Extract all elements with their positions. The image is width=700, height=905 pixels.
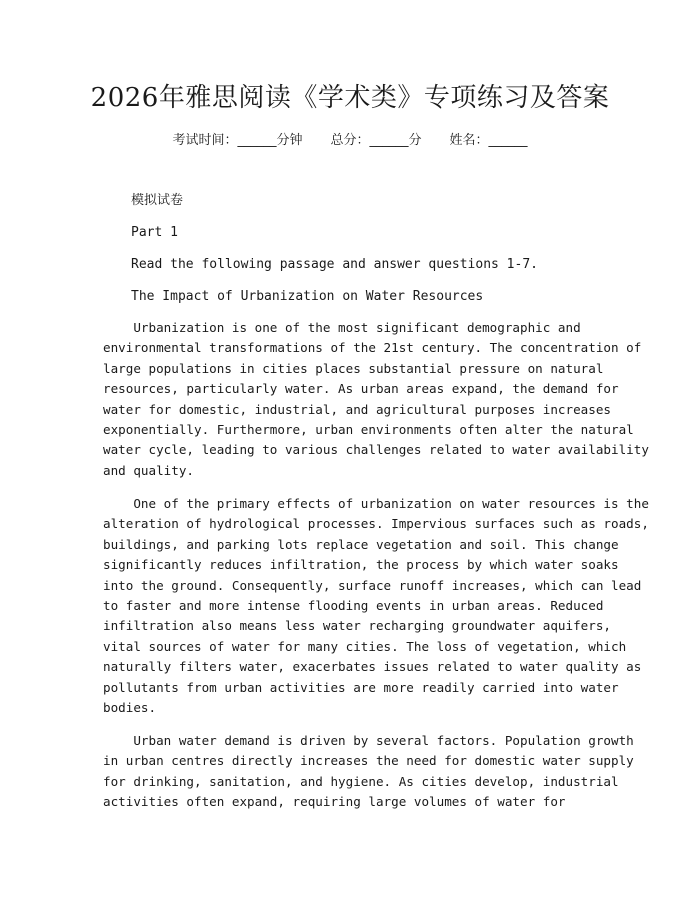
paragraph-line: water for domestic, industrial, and agricultural purposes increases	[103, 401, 611, 417]
paragraph-line: for drinking, sanitation, and hygiene. As cities develop, industrial	[103, 773, 619, 789]
paragraph-line: bodies.	[103, 700, 157, 716]
exam-meta-line	[0, 131, 700, 151]
name-blank: ______	[488, 133, 528, 148]
paragraph-line: alteration of hydrological processes. Impervious surfaces such as roads,	[103, 516, 649, 532]
paragraph-line: naturally filters water, exacerbates issues related to water quality as	[103, 659, 642, 675]
paragraph-1	[103, 318, 649, 481]
paragraph-line: into the ground. Consequently, surface runoff increases, which can lead	[103, 577, 642, 593]
paragraph-line: buildings, and parking lots replace vegetation and soil. This change	[103, 536, 619, 552]
paragraph-line: resources, particularly water. As urban areas expand, the demand for	[103, 381, 619, 397]
paragraph-line: activities often expand, requiring large volumes of water for	[103, 794, 566, 810]
paragraph-line: infiltration also means less water recharging groundwater aquifers,	[103, 618, 611, 634]
paragraph-line: Urban water demand is driven by several factors. Population growth	[103, 733, 634, 748]
paragraph-line: pollutants from urban activities are more readily carried into water	[103, 679, 619, 695]
time-blank: ______	[237, 133, 277, 148]
paragraph-line: exponentially. Furthermore, urban environments often alter the natural	[103, 422, 634, 438]
paragraph-3	[103, 731, 634, 813]
time-label: 考试时间：	[172, 133, 238, 148]
paragraph-line: vital sources of water for many cities. The loss of vegetation, which	[103, 638, 627, 654]
paragraph-line: large populations in cities places substantial pressure on natural	[103, 360, 604, 376]
paragraph-line: in urban centres directly increases the need for domestic water supply	[103, 753, 634, 769]
score-blank: ______	[369, 133, 409, 148]
score-unit: 分	[408, 133, 422, 148]
paragraph-line: to faster and more intense flooding events in urban areas. Reduced	[103, 598, 604, 614]
score-label: 总分：	[330, 133, 370, 148]
paragraph-line: water cycle, leading to various challenges related to water availability	[103, 442, 649, 458]
passage-title: The Impact of Urbanization on Water Resources	[131, 289, 484, 304]
paragraph-line: environmental transformations of the 21st century. The concentration of	[103, 340, 642, 356]
paragraph-line: Urbanization is one of the most significant demographic and	[103, 320, 581, 335]
paragraph-line: significantly reduces infiltration, the process by which water soaks	[103, 557, 619, 573]
paragraph-line: One of the primary effects of urbanization on water resources is the	[103, 496, 649, 511]
time-unit: 分钟	[276, 133, 303, 148]
paragraph-2	[103, 494, 649, 718]
document-title: 2026年雅思阅读《学术类》专项练习及答案	[90, 83, 610, 113]
name-label: 姓名：	[449, 133, 489, 148]
part-label: Part 1	[131, 225, 178, 240]
instruction-text: Read the following passage and answer questions 1-7.	[131, 257, 538, 272]
section-label: 模拟试卷	[131, 193, 184, 208]
paragraph-line: and quality.	[103, 462, 194, 478]
